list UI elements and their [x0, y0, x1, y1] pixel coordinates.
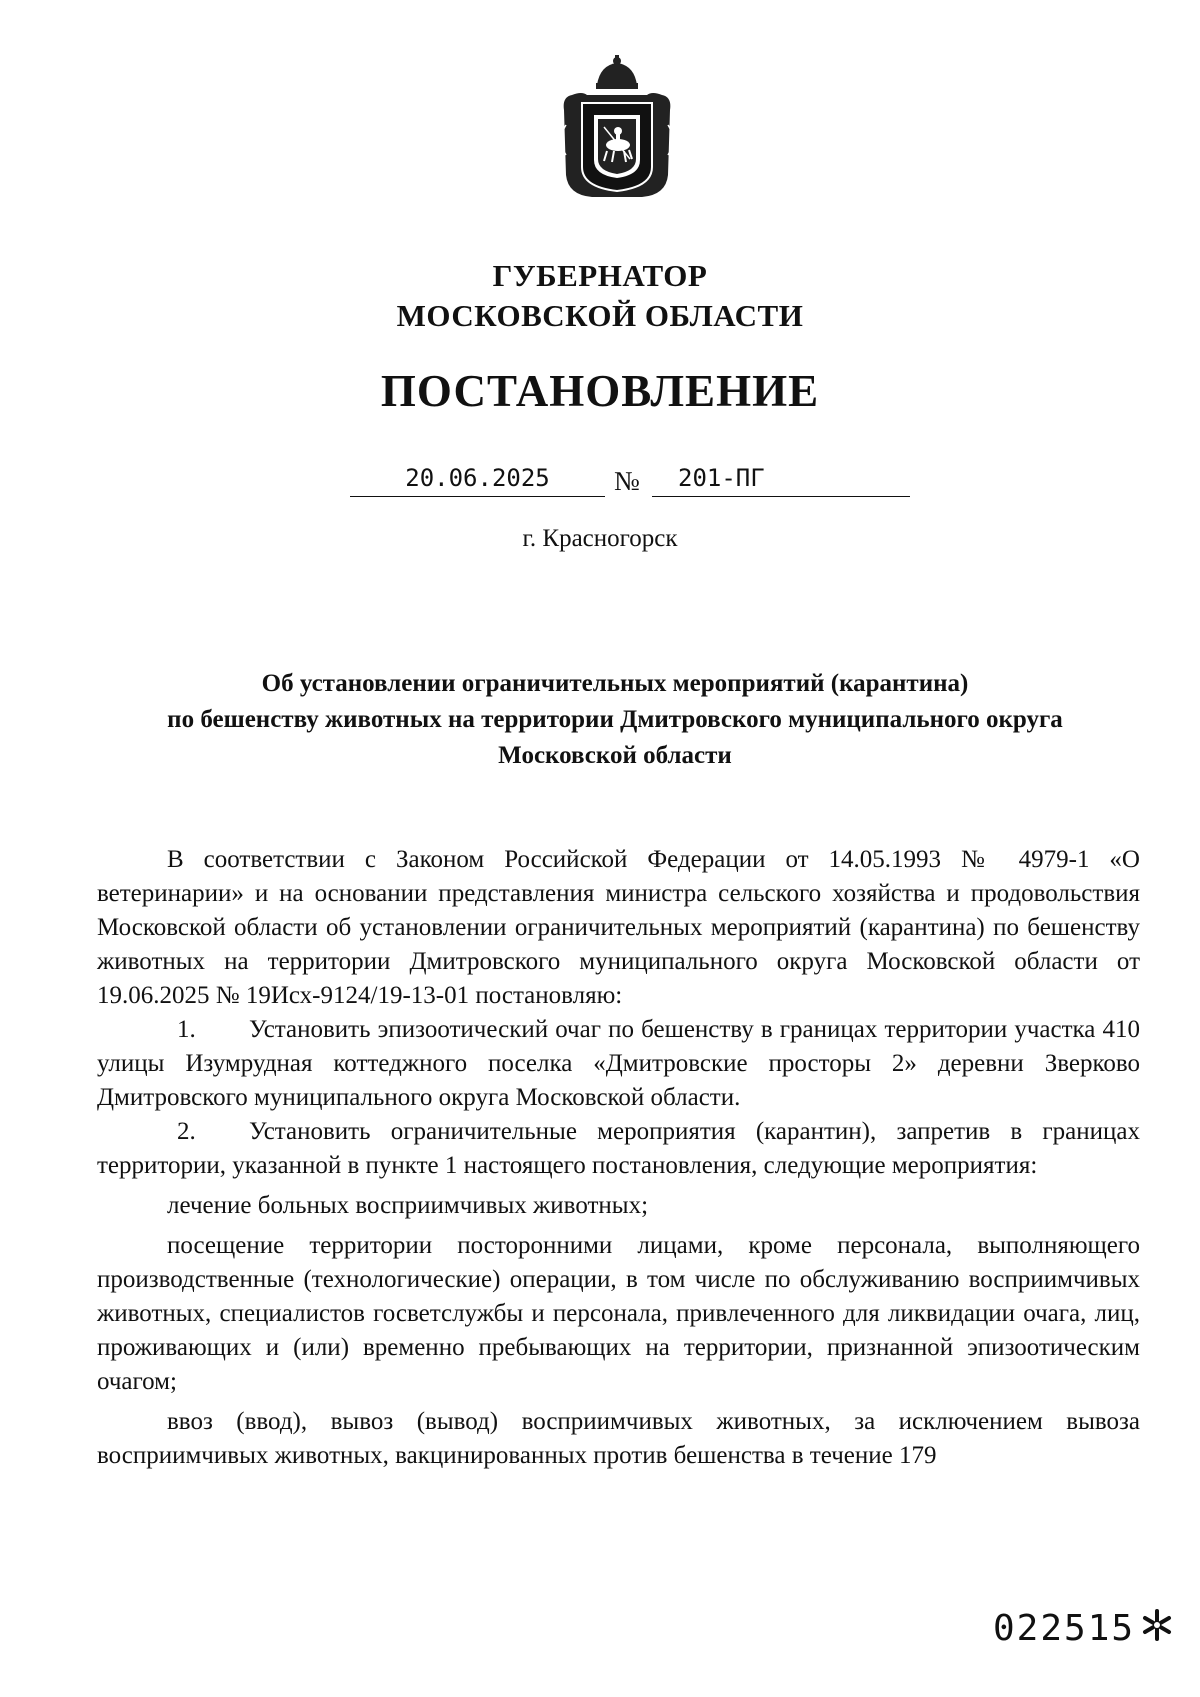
number-label: № [614, 466, 640, 496]
title-line-3: Московской области [498, 742, 732, 769]
restriction-item-3: ввоз (ввод), вывоз (вывод) восприимчивых животных, за исключением вывоза восприимчивых животных, вакцинированных против бешенства в течение 179 [97, 1408, 1140, 1469]
item-2-number: 2. [177, 1118, 196, 1145]
item-1-paragraph [97, 1013, 1140, 1115]
document-title [100, 666, 1130, 774]
item-2-text: Установить ограничительные мероприятия (карантин), запретив в границах территории, указанной в пункте 1 настоящего постановления, следующие мероприятия: [97, 1118, 1140, 1179]
registration-row [0, 460, 1200, 500]
document-body [97, 843, 1140, 1473]
preamble-paragraph: В соответствии с Законом Российской Федерации от 14.05.1993 № 4979-1 «О ветеринарии» и на основании представления министра сельского хозяйства и продовольствия Московской области об установлении ограничительных мероприятий (карантина) по бешенству животных на территории Дмитровского муниципального округа Московской области от 19.06.2025 № 19Исх-9124/19-13-01 постановляю: [97, 846, 1140, 1009]
title-line-1: Об установлении ограничительных мероприятий (карантина) [261, 670, 969, 697]
document-number: 201-ПГ [678, 464, 765, 492]
date-underline [350, 496, 605, 497]
restriction-item-1: лечение больных восприимчивых животных; [167, 1192, 649, 1219]
title-line-2: по бешенству животных на территории Дмитровского муниципального округа [167, 706, 1063, 733]
number-underline [652, 496, 910, 497]
issue-city: г. Красногорск [522, 525, 678, 552]
asterisk-icon [1140, 1608, 1174, 1642]
governor-title-line1: ГУБЕРНАТОР [492, 258, 708, 293]
document-date: 20.06.2025 [405, 464, 550, 492]
item-2-paragraph [97, 1115, 1140, 1183]
item-1-number: 1. [177, 1016, 196, 1043]
moscow-oblast-coat-of-arms-icon [552, 55, 682, 205]
governor-title-line2: МОСКОВСКОЙ ОБЛАСТИ [396, 298, 804, 333]
serial-number: 022515 [993, 1608, 1136, 1649]
document-type-heading: ПОСТАНОВЛЕНИЕ [380, 366, 820, 416]
restriction-item-2: посещение территории посторонними лицами, кроме персонала, выполняющего производственные (технологические) операции, в том числе по обслуживанию восприимчивых животных, специалистов госветслужбы и персонала, привлеченного для ликвидации очага, лиц, проживающих и (или) временно пребывающих на территории, признанной эпизоотическим очагом; [97, 1232, 1140, 1395]
item-1-text: Установить эпизоотический очаг по бешенству в границах территории участка 410 улицы Изумрудная коттеджного поселка «Дмитровские просторы 2» деревни Зверково Дмитровского муниципального округа Московской области. [97, 1016, 1140, 1111]
